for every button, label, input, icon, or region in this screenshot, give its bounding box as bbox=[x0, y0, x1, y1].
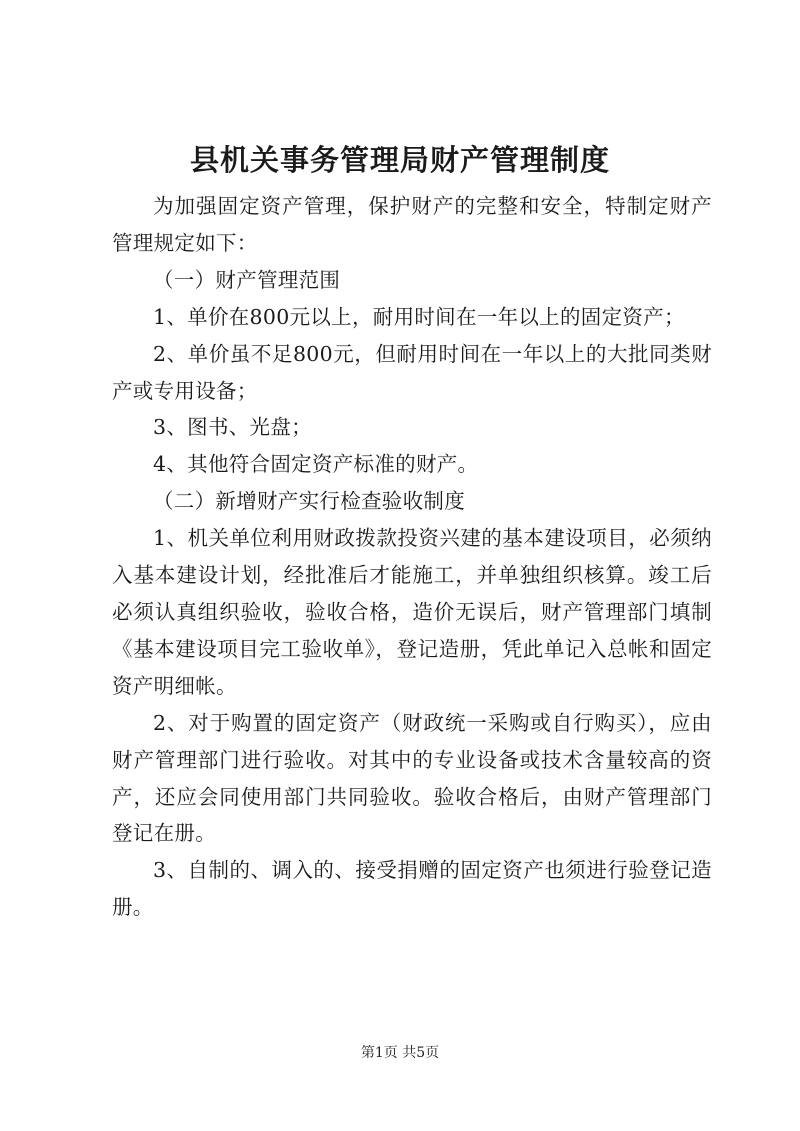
paragraph-scope-item-1: 1、单价在800元以上，耐用时间在一年以上的固定资产； bbox=[153, 304, 685, 329]
paragraph-inspection-item-2: 2、对于购置的固定资产（财政统一采购或自行购买），应由财产管理部门进行验收。对其中的专业设备或技术含量较高的资产，还应会同使用部门共同验收。验收合格后，由财产管理部门登记在册。 bbox=[112, 710, 712, 846]
paragraph-scope-item-2: 2、单价虽不足800元，但耐用时间在一年以上的大批同类财产或专用设备； bbox=[112, 341, 712, 403]
paragraph-intro: 为加强固定资产管理，保护财产的完整和安全，特制定财产管理规定如下： bbox=[112, 194, 712, 255]
page-footer bbox=[0, 1043, 800, 1063]
page-number: 第1页 共5页 bbox=[360, 1045, 440, 1061]
paragraph-inspection-item-1: 1、机关单位利用财政拨款投资兴建的基本建设项目，必须纳入基本建设计划，经批准后才能施工，并单独组织核算。竣工后必须认真组织验收，验收合格，造价无误后，财产管理部门填制《基本建设项目完工验收单》，登记造册，凭此单记入总帐和固定资产明细帐。 bbox=[112, 526, 712, 698]
document-body bbox=[112, 188, 712, 926]
section-heading-scope: （一）财产管理范围 bbox=[153, 267, 341, 292]
section-heading-inspection: （二）新增财产实行检查验收制度 bbox=[153, 489, 465, 514]
paragraph-inspection-item-3: 3、自制的、调入的、接受捐赠的固定资产也须进行验登记造册。 bbox=[112, 858, 712, 920]
document-title: 县机关事务管理局财产管理制度 bbox=[189, 143, 610, 177]
paragraph-scope-item-4: 4、其他符合固定资产标准的财产。 bbox=[153, 452, 479, 477]
paragraph-scope-item-3: 3、图书、光盘； bbox=[153, 415, 312, 440]
